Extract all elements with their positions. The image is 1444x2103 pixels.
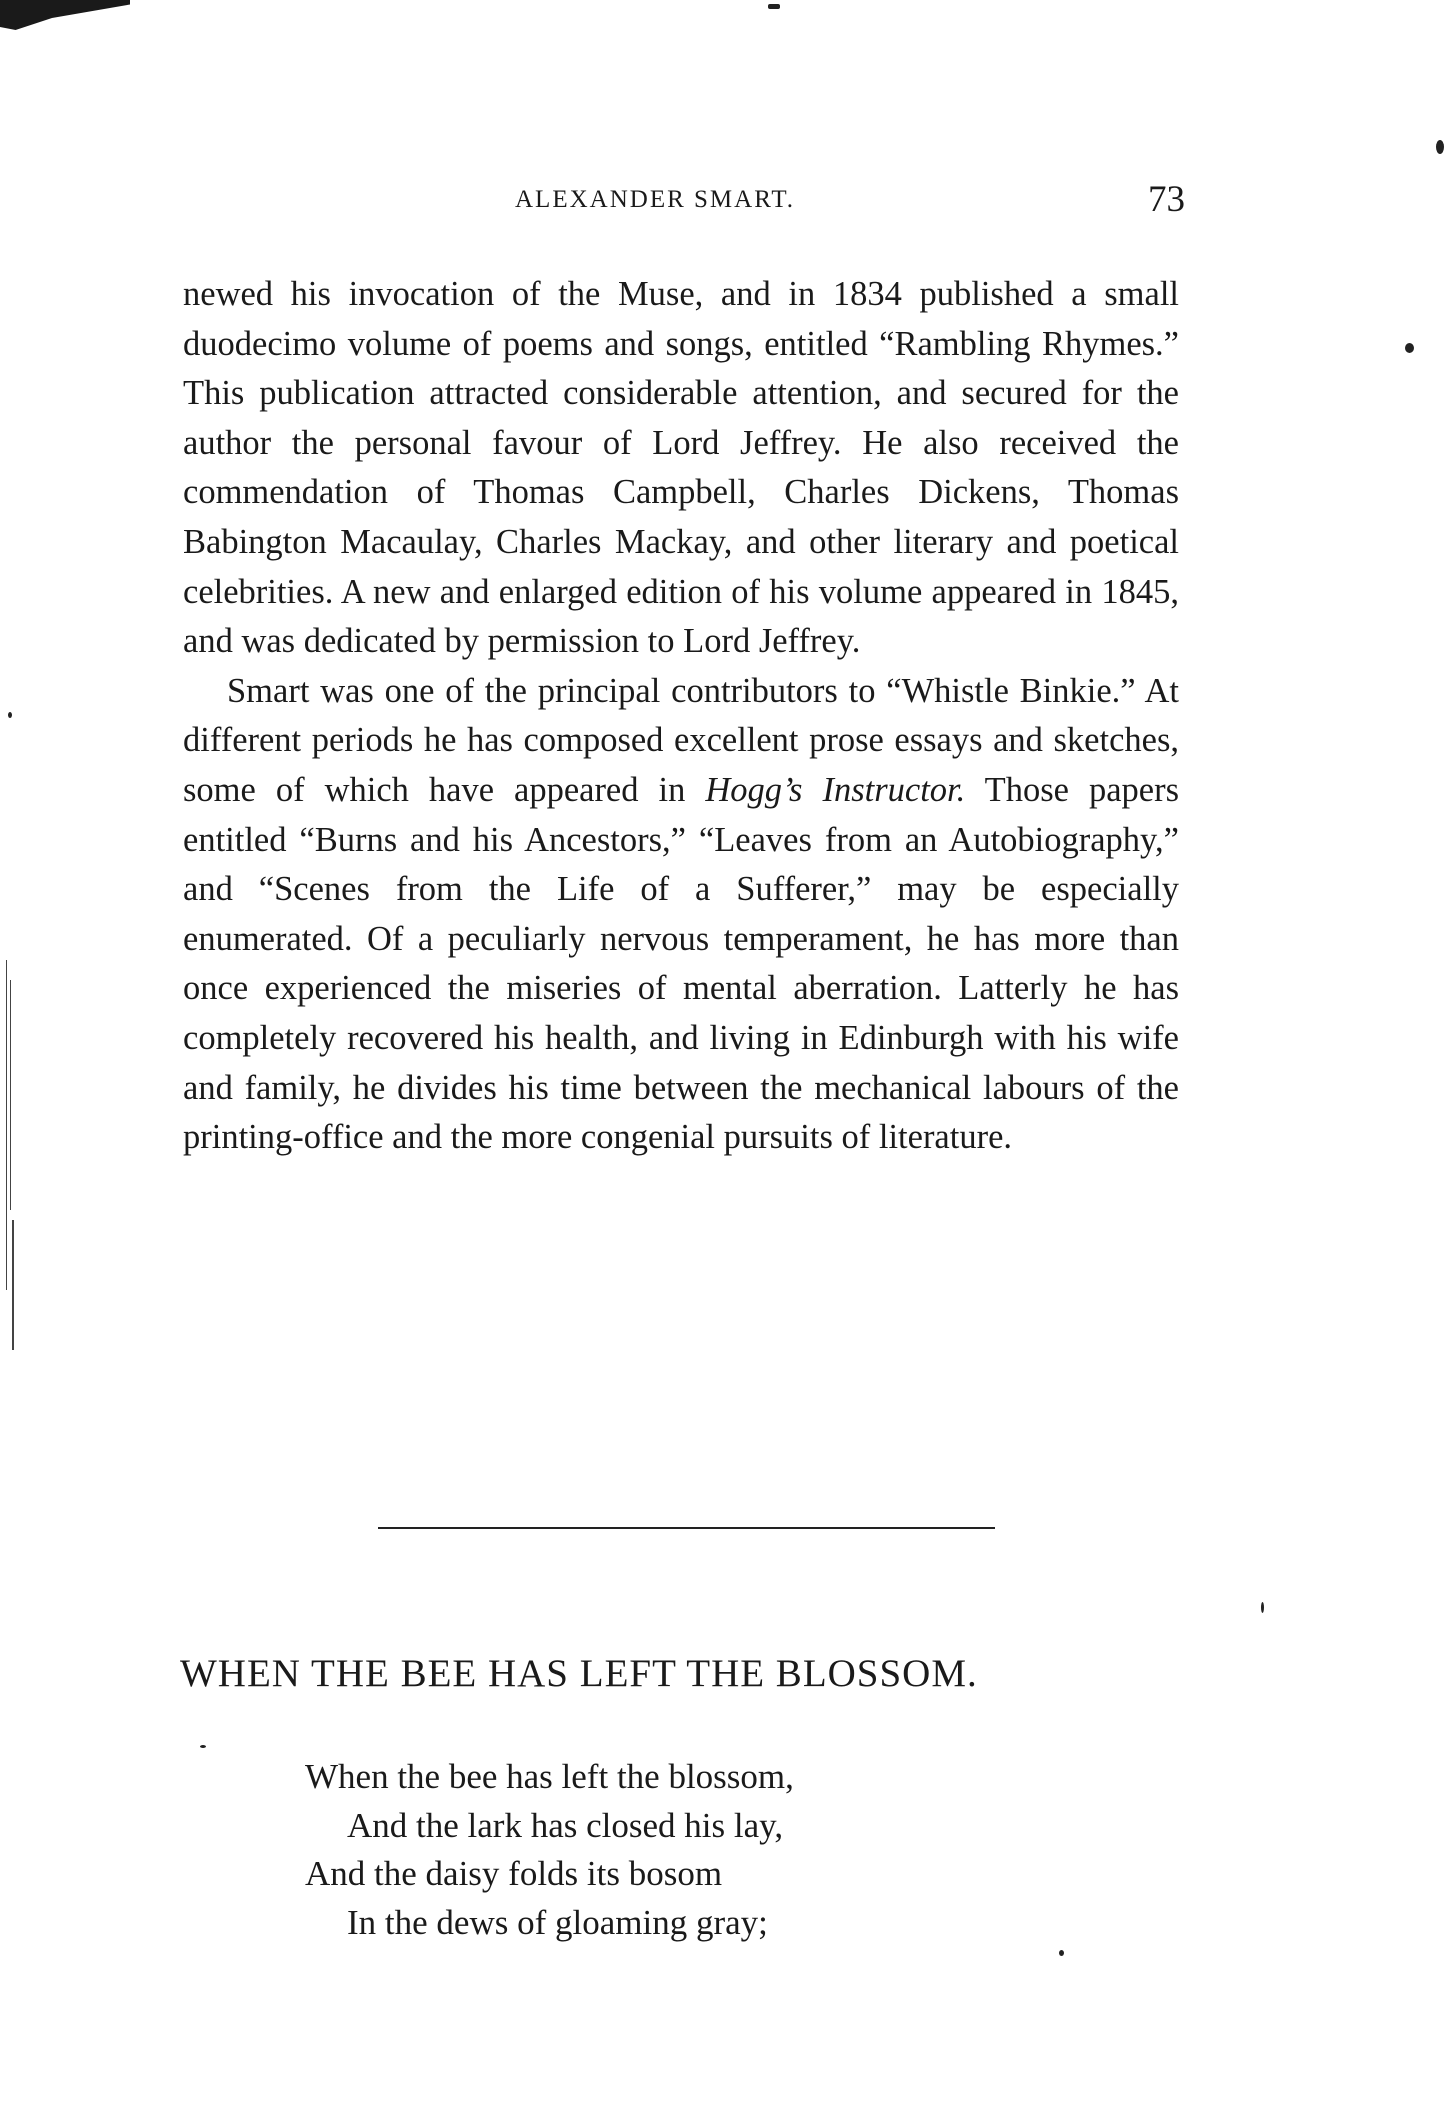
scan-speck: [1436, 140, 1444, 154]
poem-line: In the dews of gloaming gray;: [347, 1902, 768, 1942]
poem-title: WHEN THE BEE HAS LEFT THE BLOSSOM.: [180, 1652, 978, 1695]
scan-speck: [8, 712, 12, 718]
scan-speck: [1405, 343, 1414, 353]
scan-speck: [1261, 1602, 1264, 1613]
running-head: [180, 178, 1185, 224]
poem-line: And the daisy folds its bosom: [305, 1854, 723, 1893]
paragraph-2-text-a: Smart was one of the principal contributors to “Whistle Binkie.” At different periods he has composed excellent prose essays and sketches, some of which have appeared in: [183, 671, 1179, 809]
scan-speck: [200, 1745, 206, 1748]
scan-speck: [768, 4, 780, 9]
running-title: ALEXANDER SMART.: [515, 186, 796, 213]
scan-speck: [1059, 1950, 1064, 1956]
poem: [305, 1753, 794, 1947]
paragraph-2-text-b: Those papers entitled “Burns and his Ancestors,” “Leaves from an Autobiography,” and “Scenes from the Life of a Sufferer,” may be especially enumerated. Of a peculiarly nervous temperament, he has more than once experienced the miseries of mental aberration. Latterly he has completely recovered his health, and living in Edinburgh with his wife and family, he divides his time between the mechanical labours of the printing-office and the more congenial pursuits of literature.: [183, 770, 1179, 1157]
paragraph-2: [183, 667, 1179, 1163]
page-number: 73: [1148, 179, 1185, 220]
body-text: [183, 270, 1179, 1163]
paragraph-1: newed his invocation of the Muse, and in 1834 published a small duodecimo volume of poems and songs, entitled “Rambling Rhymes.” This publication attracted considerable attention, and secured for the author the personal favour of Lord Jeffrey. He also received the commendation of Thomas Campbell, Charles Dickens, Thomas Babington Macaulay, Charles Mackay, and other literary and poetical celebrities. A new and enlarged edition of his volume appeared in 1845, and was dedicated by permission to Lord Jeffrey.: [183, 275, 1179, 661]
italic-title: Hogg’s Instructor.: [705, 770, 966, 809]
section-divider: [378, 1527, 995, 1529]
scan-edge-lines: [4, 960, 14, 1350]
poem-line: And the lark has closed his lay,: [347, 1805, 784, 1845]
scan-smudge: [0, 0, 130, 30]
poem-line: When the bee has left the blossom,: [305, 1757, 794, 1796]
